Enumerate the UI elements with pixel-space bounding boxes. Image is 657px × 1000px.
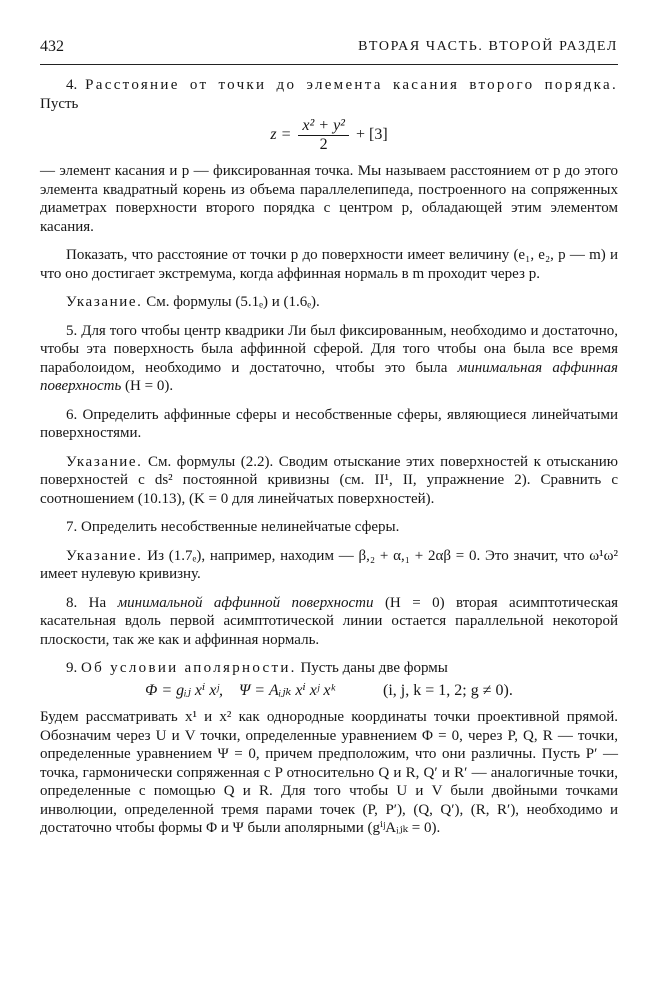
exercise-5-text: 5. Для того чтобы центр квадрики Ли был фиксированным, необходимо и достаточно, чтобы эта поверхность была аффинной сферой. Для того чтобы она была все время параболоидом, необходимо и достаточно, чтобы это была xyxy=(40,322,618,376)
exercise-4-formula xyxy=(40,117,618,154)
formula-condition: (i, j, k = 1, 2; g ≠ 0). xyxy=(383,681,513,699)
page-header xyxy=(40,38,618,62)
formula-numerator: x² + y² xyxy=(298,117,349,136)
exercise-9-title: Об условии аполярности. xyxy=(81,660,297,676)
exercise-7-hint xyxy=(40,547,618,584)
exercise-5 xyxy=(40,322,618,396)
hint-label: Указание. xyxy=(66,453,143,470)
exercise-9-formula xyxy=(40,682,618,701)
exercise-9-intro xyxy=(40,659,618,678)
exercise-5-condition: (H = 0). xyxy=(125,378,174,394)
hint-text: См. формулы (5.1ₑ) и (1.6ₑ). xyxy=(146,294,320,310)
hint-text: См. формулы (2.2). Сводим отыскание этих поверхностей к отысканию поверхностей с ds² постоянной кривизны (см. II¹, II, упражнение 2). Сравнить с соотношением (10.13), (K = 0 для линейчатых поверхностей). xyxy=(40,453,619,507)
exercise-8 xyxy=(40,594,618,650)
header-rule xyxy=(40,64,618,65)
exercise-8-text: 8. На xyxy=(66,594,107,611)
exercise-4-task: Показать, что расстояние от точки p до поверхности имеет величину (e₁, e₂, p — m) и что оно достигает экстремума, когда аффинная нормаль в m проходит через p. xyxy=(40,247,618,282)
exercise-4-definition: — элемент касания и p — фиксированная точка. Мы называем расстоянием от p до этого элемента квадратный корень из объема параллелепипеда, построенного на сопряженных диаметрах поверхности второго порядка с центром p, обладающей этим элементом касания. xyxy=(40,163,618,235)
page-number: 432 xyxy=(40,38,64,55)
formula-fraction xyxy=(298,117,349,154)
exercise-8-rest: (H = 0) вторая асимптотическая касательная вдоль первой асимптотической линии остается параллельной некоторой плоскости, так же как и аффинная нормаль. xyxy=(40,594,618,648)
formula-lhs: z = xyxy=(270,126,292,144)
exercise-4-number: 4. xyxy=(66,77,78,93)
exercise-5-italic-term: минимальная аффинная поверхность xyxy=(40,359,618,394)
exercise-4-hint xyxy=(40,293,618,312)
exercise-6-hint xyxy=(40,453,618,509)
exercise-4-intro xyxy=(40,76,618,113)
exercise-4-title: Расстояние от точки до элемента касания второго порядка. xyxy=(85,77,619,93)
page-body xyxy=(40,76,618,848)
formula-phi: Φ = gᵢⱼ xⁱ xʲ, xyxy=(145,681,223,699)
exercise-6: 6. Определить аффинные сферы и несобственные сферы, являющиеся линейчатыми поверхностями. xyxy=(40,406,618,441)
formula-denominator: 2 xyxy=(319,136,328,153)
exercise-9-intro-text: Пусть даны две формы xyxy=(300,660,448,676)
formula-psi: Ψ = Aᵢⱼₖ xⁱ xʲ xᵏ xyxy=(238,681,336,699)
exercise-9-text: Будем рассматривать x¹ и x² как однородные координаты точки проективной прямой. Обозначим через U и V точки, определенные уравнением Φ = 0, через P, Q, R — точки, определенные уравнением Ψ = 0, причем предположим, что они различны. Пусть P′ — точка, гармонически сопряженная с P относительно Q и R, Q′ и R′ — аналогичные точки, определенные с помощью Q и R. Для того чтобы U и V были двойными точками инволюции, определенной тремя парами точек (P, P′), (Q, Q′), (R, R′), необходимо и достаточно чтобы формы Φ и Ψ были аполярными (gⁱʲAᵢⱼₖ = 0). xyxy=(40,709,618,836)
exercise-8-italic-term: минимальной аффинной поверхности xyxy=(117,594,374,611)
exercise-9-number: 9. xyxy=(66,660,78,676)
hint-label: Указание. xyxy=(66,547,143,564)
running-title: ВТОРАЯ ЧАСТЬ. ВТОРОЙ РАЗДЕЛ xyxy=(358,39,618,54)
exercise-7: 7. Определить несобственные нелинейчатые сферы. xyxy=(66,519,400,535)
exercise-4-intro-text: Пусть xyxy=(40,95,79,112)
hint-text: Из (1.7ₑ), например, находим — β,₂ + α,₁ + 2αβ = 0. Это значит, что ω¹ω² имеет нулевую кривизну. xyxy=(40,547,618,582)
formula-rhs: + [3] xyxy=(355,126,388,144)
hint-label: Указание. xyxy=(66,294,143,310)
